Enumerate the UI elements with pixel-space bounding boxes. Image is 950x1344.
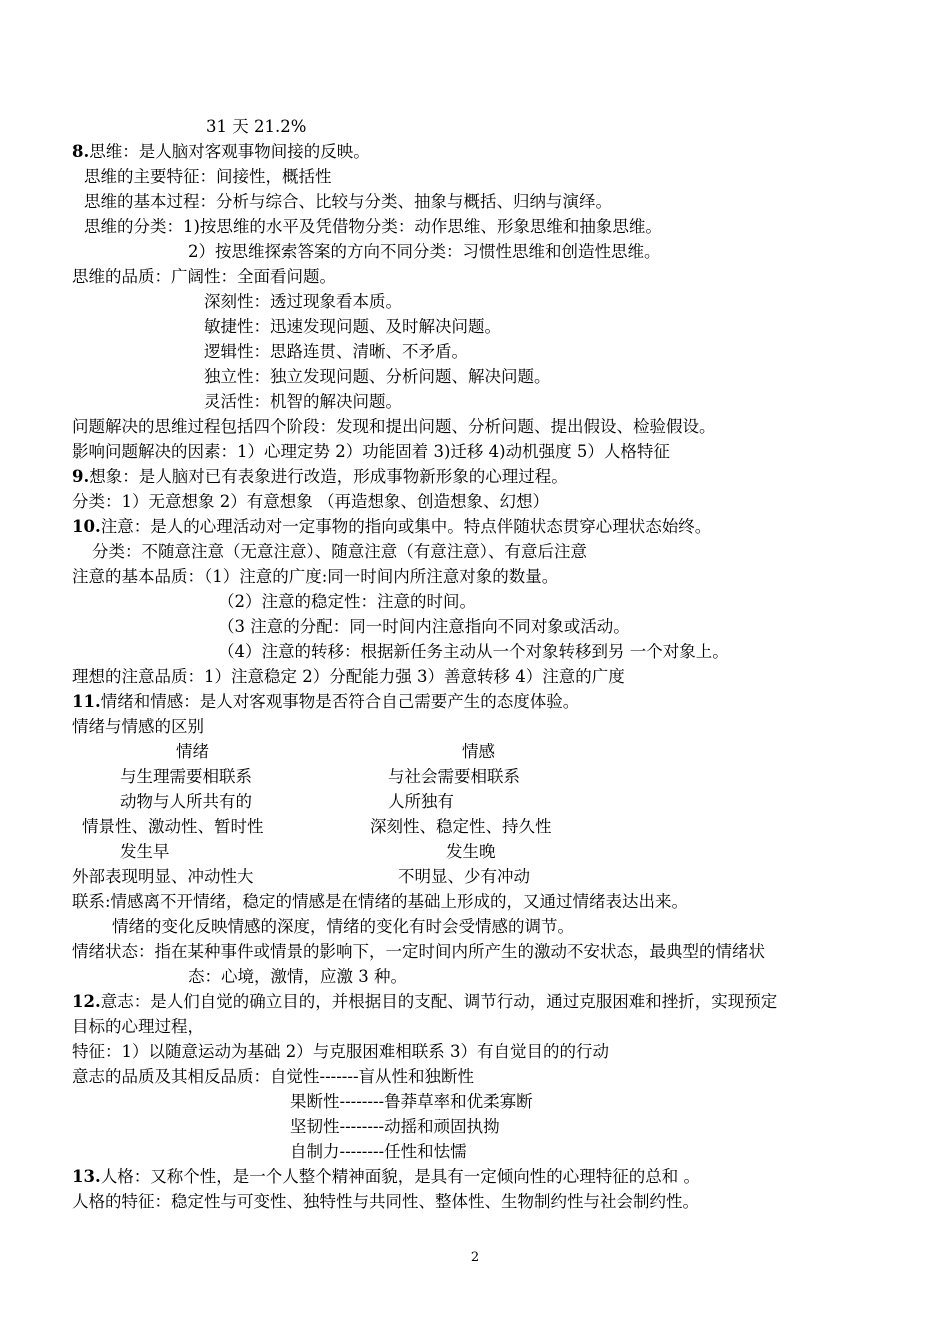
compare-header-feeling: 情感 [462,742,495,761]
compare-cell: 人所独有 [388,792,454,811]
section-heading: 9.想象：是人脑对已有表象进行改造，形成事物新形象的心理过程。 [72,467,568,486]
line: 联系:情感离不开情绪，稳定的情感是在情绪的基础上形成的，又通过情绪表达出来。 [72,892,689,911]
compare-cell: 发生晚 [446,842,496,861]
line: 逻辑性：思路连贯、清晰、不矛盾。 [204,342,468,361]
compare-cell: 外部表现明显、冲动性大 [72,867,254,886]
section-heading: 13.人格：又称个性，是一个人整个精神面貌，是具有一定倾向性的心理特征的总和 。 [72,1167,700,1186]
line: 情绪状态：指在某种事件或情景的影响下，一定时间内所产生的激动不安状态，最典型的情绪状 [72,942,765,961]
line: 思维的品质：广阔性：全面看问题。 [72,267,336,286]
compare-cell: 不明显、少有冲动 [398,867,530,886]
line: 特征：1）以随意运动为基础 2）与克服困难相联系 3）有自觉目的的行动 [72,1042,609,1061]
line: 人格的特征：稳定性与可变性、独特性与共同性、整体性、生物制约性与社会制约性。 [72,1192,699,1211]
line: 影响问题解决的因素：1）心理定势 2）功能固着 3)迁移 4)动机强度 5）人格特征 [72,442,670,461]
compare-cell: 发生早 [120,842,170,861]
section-heading: 11.情绪和情感：是人对客观事物是否符合自己需要产生的态度体验。 [72,692,580,711]
line: 思维的分类：1)按思维的水平及凭借物分类：动作思维、形象思维和抽象思维。 [84,217,662,236]
line: 情绪与情感的区别 [72,717,204,736]
line: 自制力--------任性和怯懦 [290,1142,467,1161]
line: 分类：1）无意想象 2）有意想象 （再造想象、创造想象、幻想） [72,492,549,511]
line: 坚韧性--------动摇和顽固执拗 [290,1117,500,1136]
line: 目标的心理过程， [72,1017,204,1036]
compare-cell: 情景性、激动性、暂时性 [82,817,264,836]
compare-cell: 深刻性、稳定性、持久性 [370,817,552,836]
line: 思维的主要特征：间接性，概括性 [84,167,332,186]
line: 理想的注意品质：1）注意稳定 2）分配能力强 3）善意转移 4）注意的广度 [72,667,625,686]
line: 注意的基本品质：（1）注意的广度:同一时间内所注意对象的数量。 [72,567,559,586]
line: 情绪的变化反映情感的深度，情绪的变化有时会受情感的调节。 [112,917,574,936]
line: （4）注意的转移：根据新任务主动从一个对象转移到另 一个对象上。 [218,642,729,661]
section-heading: 10.注意：是人的心理活动对一定事物的指向或集中。特点伴随状态贯穿心理状态始终。 [72,517,712,536]
line: （3 注意的分配：同一时间内注意指向不同对象或活动。 [218,617,630,636]
page-number: 2 [470,1250,480,1265]
compare-cell: 动物与人所共有的 [120,792,252,811]
compare-cell: 与生理需要相联系 [120,767,252,786]
line: 2）按思维探索答案的方向不同分类：习惯性思维和创造性思维。 [188,242,661,261]
line: 深刻性：透过现象看本质。 [204,292,402,311]
line: 意志的品质及其相反品质：自觉性-------盲从性和独断性 [72,1067,475,1086]
line: 问题解决的思维过程包括四个阶段：发现和提出问题、分析问题、提出假设、检验假设。 [72,417,716,436]
section-heading: 8.思维：是人脑对客观事物间接的反映。 [72,142,370,161]
line: 敏捷性：迅速发现问题、及时解决问题。 [204,317,501,336]
line: 灵活性：机智的解决问题。 [204,392,402,411]
line: （2）注意的稳定性：注意的时间。 [218,592,476,611]
compare-cell: 与社会需要相联系 [388,767,520,786]
line: 态：心境，激情，应激 3 种。 [188,967,407,986]
line: 分类：不随意注意（无意注意）、随意注意（有意注意）、有意后注意 [92,542,587,561]
line: 独立性：独立发现问题、分析问题、解决问题。 [204,367,551,386]
line: 果断性--------鲁莽草率和优柔寡断 [290,1092,533,1111]
line: 31 天 21.2% [206,117,307,136]
section-heading: 12.意志：是人们自觉的确立目的，并根据目的支配、调节行动，通过克服困难和挫折，实现预定 [72,992,778,1011]
compare-header-emotion: 情绪 [176,742,209,761]
line: 思维的基本过程：分析与综合、比较与分类、抽象与概括、归纳与演绎。 [84,192,612,211]
